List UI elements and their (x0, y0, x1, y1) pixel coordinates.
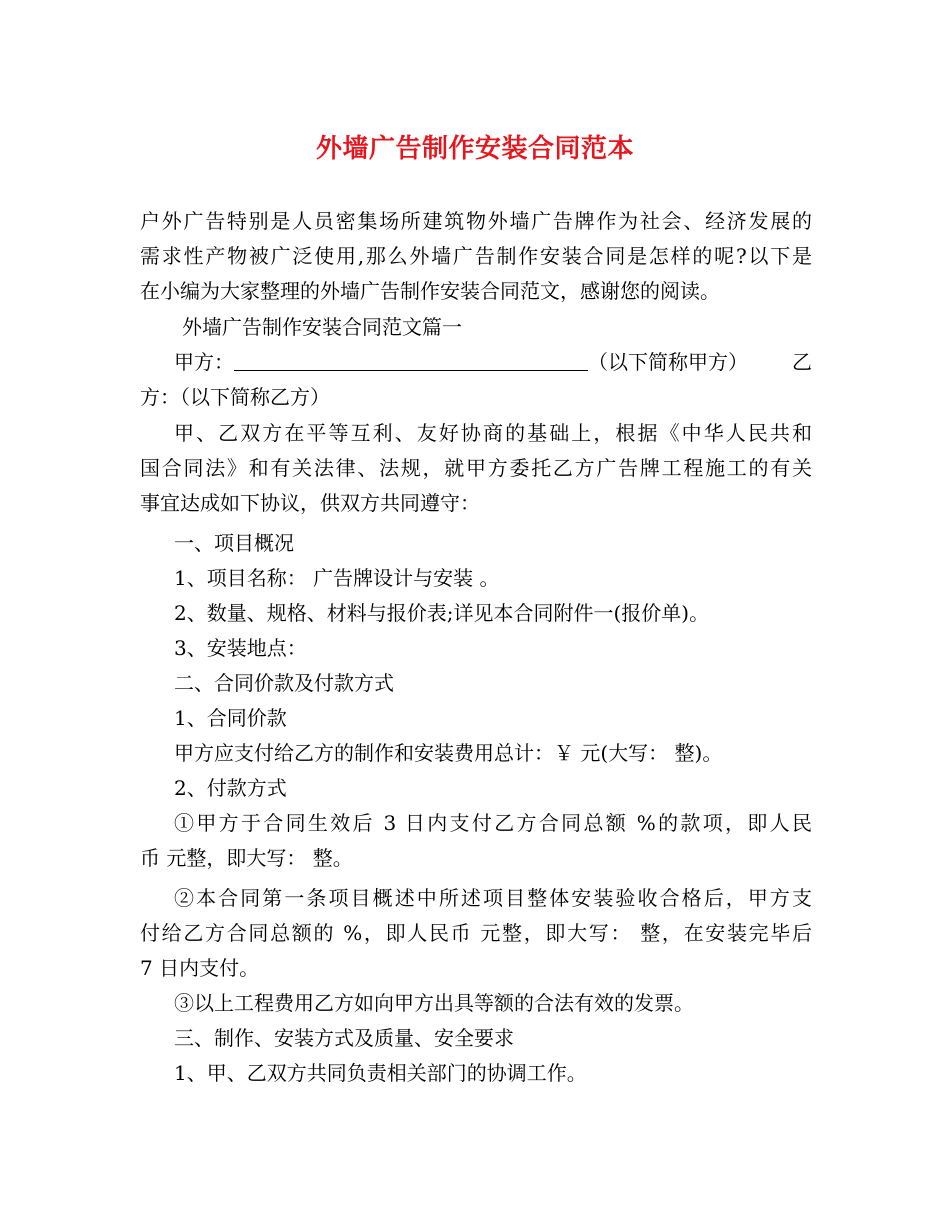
payment-1-line-1: ①甲方于合同生效后 3 日内支付乙方合同总额 %的款项，即人民 (174, 811, 812, 835)
agreement-line-3: 事宜达成如下协议，供双方共同遵守： (140, 491, 480, 515)
payment-2-line-1: ②本合同第一条项目概述中所述项目整体安装验收合格后，甲方支 (174, 886, 812, 910)
party-b-label: 乙 (792, 350, 812, 374)
agreement-line-2: 国合同法》和有关法律、法规，就甲方委托乙方广告牌工程施工的有关 (140, 456, 812, 480)
party-a-blank (234, 348, 588, 371)
section-three-heading: 三、制作、安装方式及质量、安全要求 (174, 1026, 514, 1050)
section-heading: 外墙广告制作安装合同范文篇一 (182, 315, 462, 339)
payment-2-line-2: 付给乙方合同总额的 %，即人民币 元整，即大写： 整，在安装完毕后 (140, 921, 812, 945)
section-three-item-1: 1、甲、乙双方共同负责相关部门的协调工作。 (174, 1061, 587, 1085)
item-contract-price: 1、合同价款 (174, 706, 287, 730)
party-a-line (140, 345, 812, 380)
payment-1-line-2: 币 元整，即大写： 整。 (140, 846, 353, 870)
document-title: 外墙广告制作安装合同范本 (315, 134, 634, 164)
party-a-label: 甲方： (174, 350, 234, 374)
agreement-line-1: 甲、乙双方在平等互利、友好协商的基础上，根据《中华人民共和 (174, 421, 812, 445)
payment-3-line: ③以上工程费用乙方如向甲方出具等额的合法有效的发票。 (174, 991, 694, 1015)
party-a-suffix: （以下简称甲方） (588, 350, 748, 374)
party-b-line: 方：（以下简称乙方） (140, 385, 330, 409)
item-section-one: 一、项目概况 (174, 531, 294, 555)
intro-line-2: 需求性产物被广泛使用,那么外墙广告制作安装合同是怎样的呢?以下是 (140, 244, 812, 268)
intro-line-1: 户外广告特别是人员密集场所建筑物外墙广告牌作为社会、经济发展的 (140, 209, 812, 233)
payment-2-line-3: 7 日内支付。 (140, 956, 260, 980)
item-quantity-spec: 2、数量、规格、材料与报价表;详见本合同附件一(报价单)。 (174, 601, 710, 625)
item-total-fee: 甲方应支付给乙方的制作和安装费用总计：￥ 元(大写： 整)。 (174, 741, 723, 765)
item-payment-method: 2、付款方式 (174, 776, 287, 800)
item-section-two: 二、合同价款及付款方式 (174, 671, 394, 695)
item-project-name: 1、项目名称： 广告牌设计与安装 。 (174, 566, 500, 590)
item-install-location: 3、安装地点： (174, 636, 307, 660)
intro-line-3: 在小编为大家整理的外墙广告制作安装合同范文，感谢您的阅读。 (140, 279, 720, 303)
